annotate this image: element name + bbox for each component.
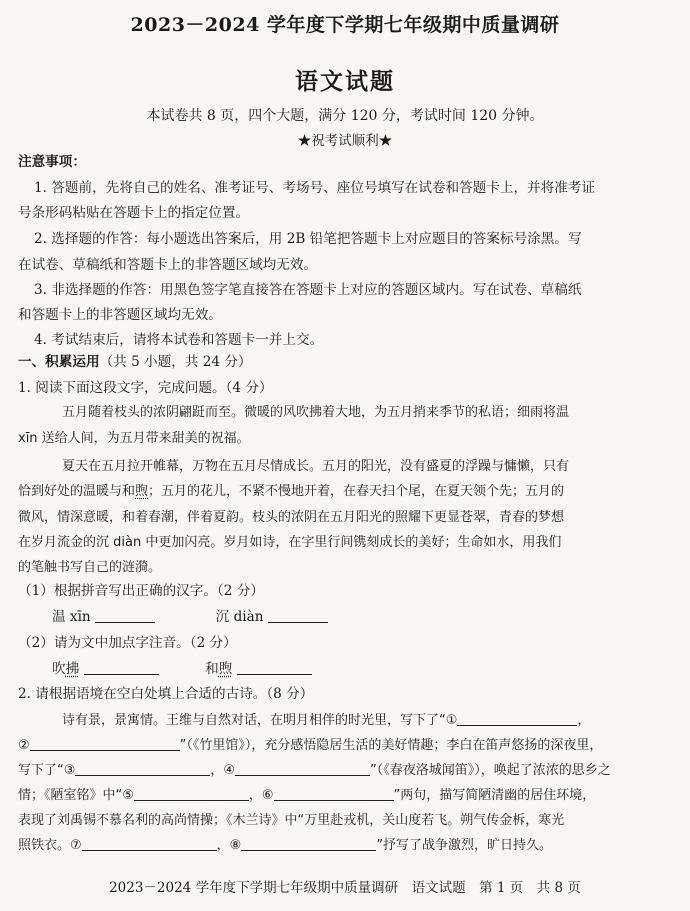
note-3b: 和答题卡上的非答题区域均无效。: [18, 307, 222, 323]
answer-blank-2[interactable]: [30, 736, 180, 751]
answer-blank-1[interactable]: [457, 711, 577, 726]
question-2: 2. 请根据语境在空白处填上合适的古诗。（8 分）: [18, 686, 314, 702]
answer-blank-3[interactable]: [75, 761, 210, 776]
word-chui-fu: 吹: [52, 661, 66, 677]
poem-text: ”两句，描写简陋清幽的居住环境，: [393, 788, 596, 803]
passage-text: 恰到好处的温暖与和: [18, 484, 136, 499]
poem-text: ，④: [210, 763, 236, 778]
pinyin-wen-xin: 温 xīn: [52, 609, 91, 625]
passage-text: ；五月的花儿，不紧不慢地开着，在春天扫个尾，在夏天领个先；五月的: [148, 484, 565, 499]
dotted-character: 煦: [135, 484, 149, 499]
answer-blank-he-xu[interactable]: [237, 660, 312, 675]
question-1-1: （1）根据拼音写出正确的汉字。（2 分）: [18, 583, 264, 599]
poem-text: 诗有景，景寓情。王维与自然对话，在明月相伴的时光里，写下了“①: [62, 713, 458, 728]
notes-heading: 注意事项：: [18, 154, 86, 170]
poem-line-4: [18, 786, 672, 806]
dotted-character: 煦: [218, 661, 233, 677]
word-he-xu: 和: [205, 661, 219, 677]
poem-text: 写下了“③: [18, 763, 76, 778]
section-1-title: 一、积累运用: [18, 354, 100, 370]
passage-p1a: 五月随着枝头的浓阴翩跹而至。微暖的风吹拂着大地，为五月捎来季节的私语；细雨将温: [62, 405, 570, 420]
answer-blank-6[interactable]: [274, 786, 394, 801]
poem-text: 照铁衣。⑦: [18, 838, 82, 853]
pinyin-answers: [52, 607, 690, 627]
poem-text: ②: [18, 738, 30, 753]
poem-line-3: [18, 761, 672, 781]
phonetic-answers: [52, 659, 690, 679]
poem-line-1: [62, 711, 672, 731]
pinyin-chen-dian: 沉 diàn: [215, 609, 264, 625]
good-luck-note: ★祝考试顺利★: [297, 133, 393, 149]
passage-p2d: 在岁月流金的沉 diàn 中更加闪亮。岁月如诗，在字里行间镌刻成长的美好；生命如水，用我们: [18, 535, 562, 550]
passage-p2e: 的笔触书写自己的涟漪。: [18, 560, 162, 575]
passage-p2c: 微风，情深意暖，和着春潮，伴着夏韵。枝头的浓阴在五月阳光的照耀下更显苍翠，青春的梦想: [18, 510, 565, 525]
answer-blank-wen-xin[interactable]: [95, 608, 155, 623]
answer-blank-5[interactable]: [134, 786, 249, 801]
note-2b: 在试卷、草稿纸和答题卡上的非答题区域均无效。: [18, 257, 318, 273]
question-1: 1. 阅读下面这段文字，完成问题。（4 分）: [18, 380, 273, 396]
note-3a: 3. 非选择题的作答：用黑色签字笔直接答在答题卡上对应的答题区域内。写在试卷、草稿纸: [34, 282, 582, 298]
answer-blank-8[interactable]: [241, 836, 376, 851]
answer-blank-chen-dian[interactable]: [268, 608, 328, 623]
subject-title: 语文试题: [295, 68, 395, 95]
passage-p2b: [18, 482, 672, 502]
poem-line-5: 表现了刘禹锡不慕名利的高尚情操；《木兰诗》中“万里赴戎机，关山度若飞。朔气传金柝，寒光: [18, 813, 565, 828]
note-1a: 1. 答题前，先将自己的姓名、准考证号、考场号、座位号填写在试卷和答题卡上，并将准考证: [34, 180, 596, 196]
poem-text: ”（《春夜洛城闻笛》），唤起了浓浓的思乡之: [370, 763, 611, 778]
poem-text: ，⑥: [248, 788, 274, 803]
exam-title: 2023－2024 学年度下学期七年级期中质量调研: [130, 14, 560, 36]
dotted-character: 拂: [65, 661, 80, 677]
poem-text: ”（《竹里馆》），充分感悟隐居生活的美好情趣；李白在笛声悠扬的深夜里，: [179, 738, 603, 753]
exam-info: 本试卷共 8 页，四个大题，满分 120 分，考试时间 120 分钟。: [146, 108, 544, 124]
poem-text: ，⑧: [216, 838, 242, 853]
passage-p1b: xīn 送给人间，为五月带来甜美的祝福。: [18, 431, 250, 446]
section-1-note: （共 5 小题，共 24 分）: [99, 354, 252, 370]
answer-blank-7[interactable]: [82, 836, 217, 851]
page-footer: 2023－2024 学年度下学期七年级期中质量调研 语文试题 第 1 页 共 8 页: [109, 880, 581, 896]
poem-text: 情；《陋室铭》中“⑤: [18, 788, 134, 803]
section-1-heading: [18, 352, 672, 372]
poem-text: ”抒写了战争激烈，旷日持久。: [376, 838, 553, 853]
answer-blank-chui-fu[interactable]: [84, 660, 159, 675]
poem-text: ，: [577, 713, 591, 728]
answer-blank-4[interactable]: [235, 761, 370, 776]
poem-line-6: [18, 836, 672, 856]
question-1-2: （2）请为文中加点字注音。（2 分）: [18, 635, 237, 651]
note-2a: 2. 选择题的作答：每小题选出答案后，用 2B 铅笔把答题卡上对应题目的答案标号涂黑。写: [34, 231, 582, 247]
passage-p2a: 夏天在五月拉开帷幕，万物在五月尽情成长。五月的阳光，没有盛夏的浮躁与慵懒，只有: [62, 459, 570, 474]
poem-line-2: [18, 736, 672, 756]
note-4: 4. 考试结束后，请将本试卷和答题卡一并上交。: [34, 332, 324, 348]
note-1b: 号条形码粘贴在答题卡上的指定位置。: [18, 205, 250, 221]
